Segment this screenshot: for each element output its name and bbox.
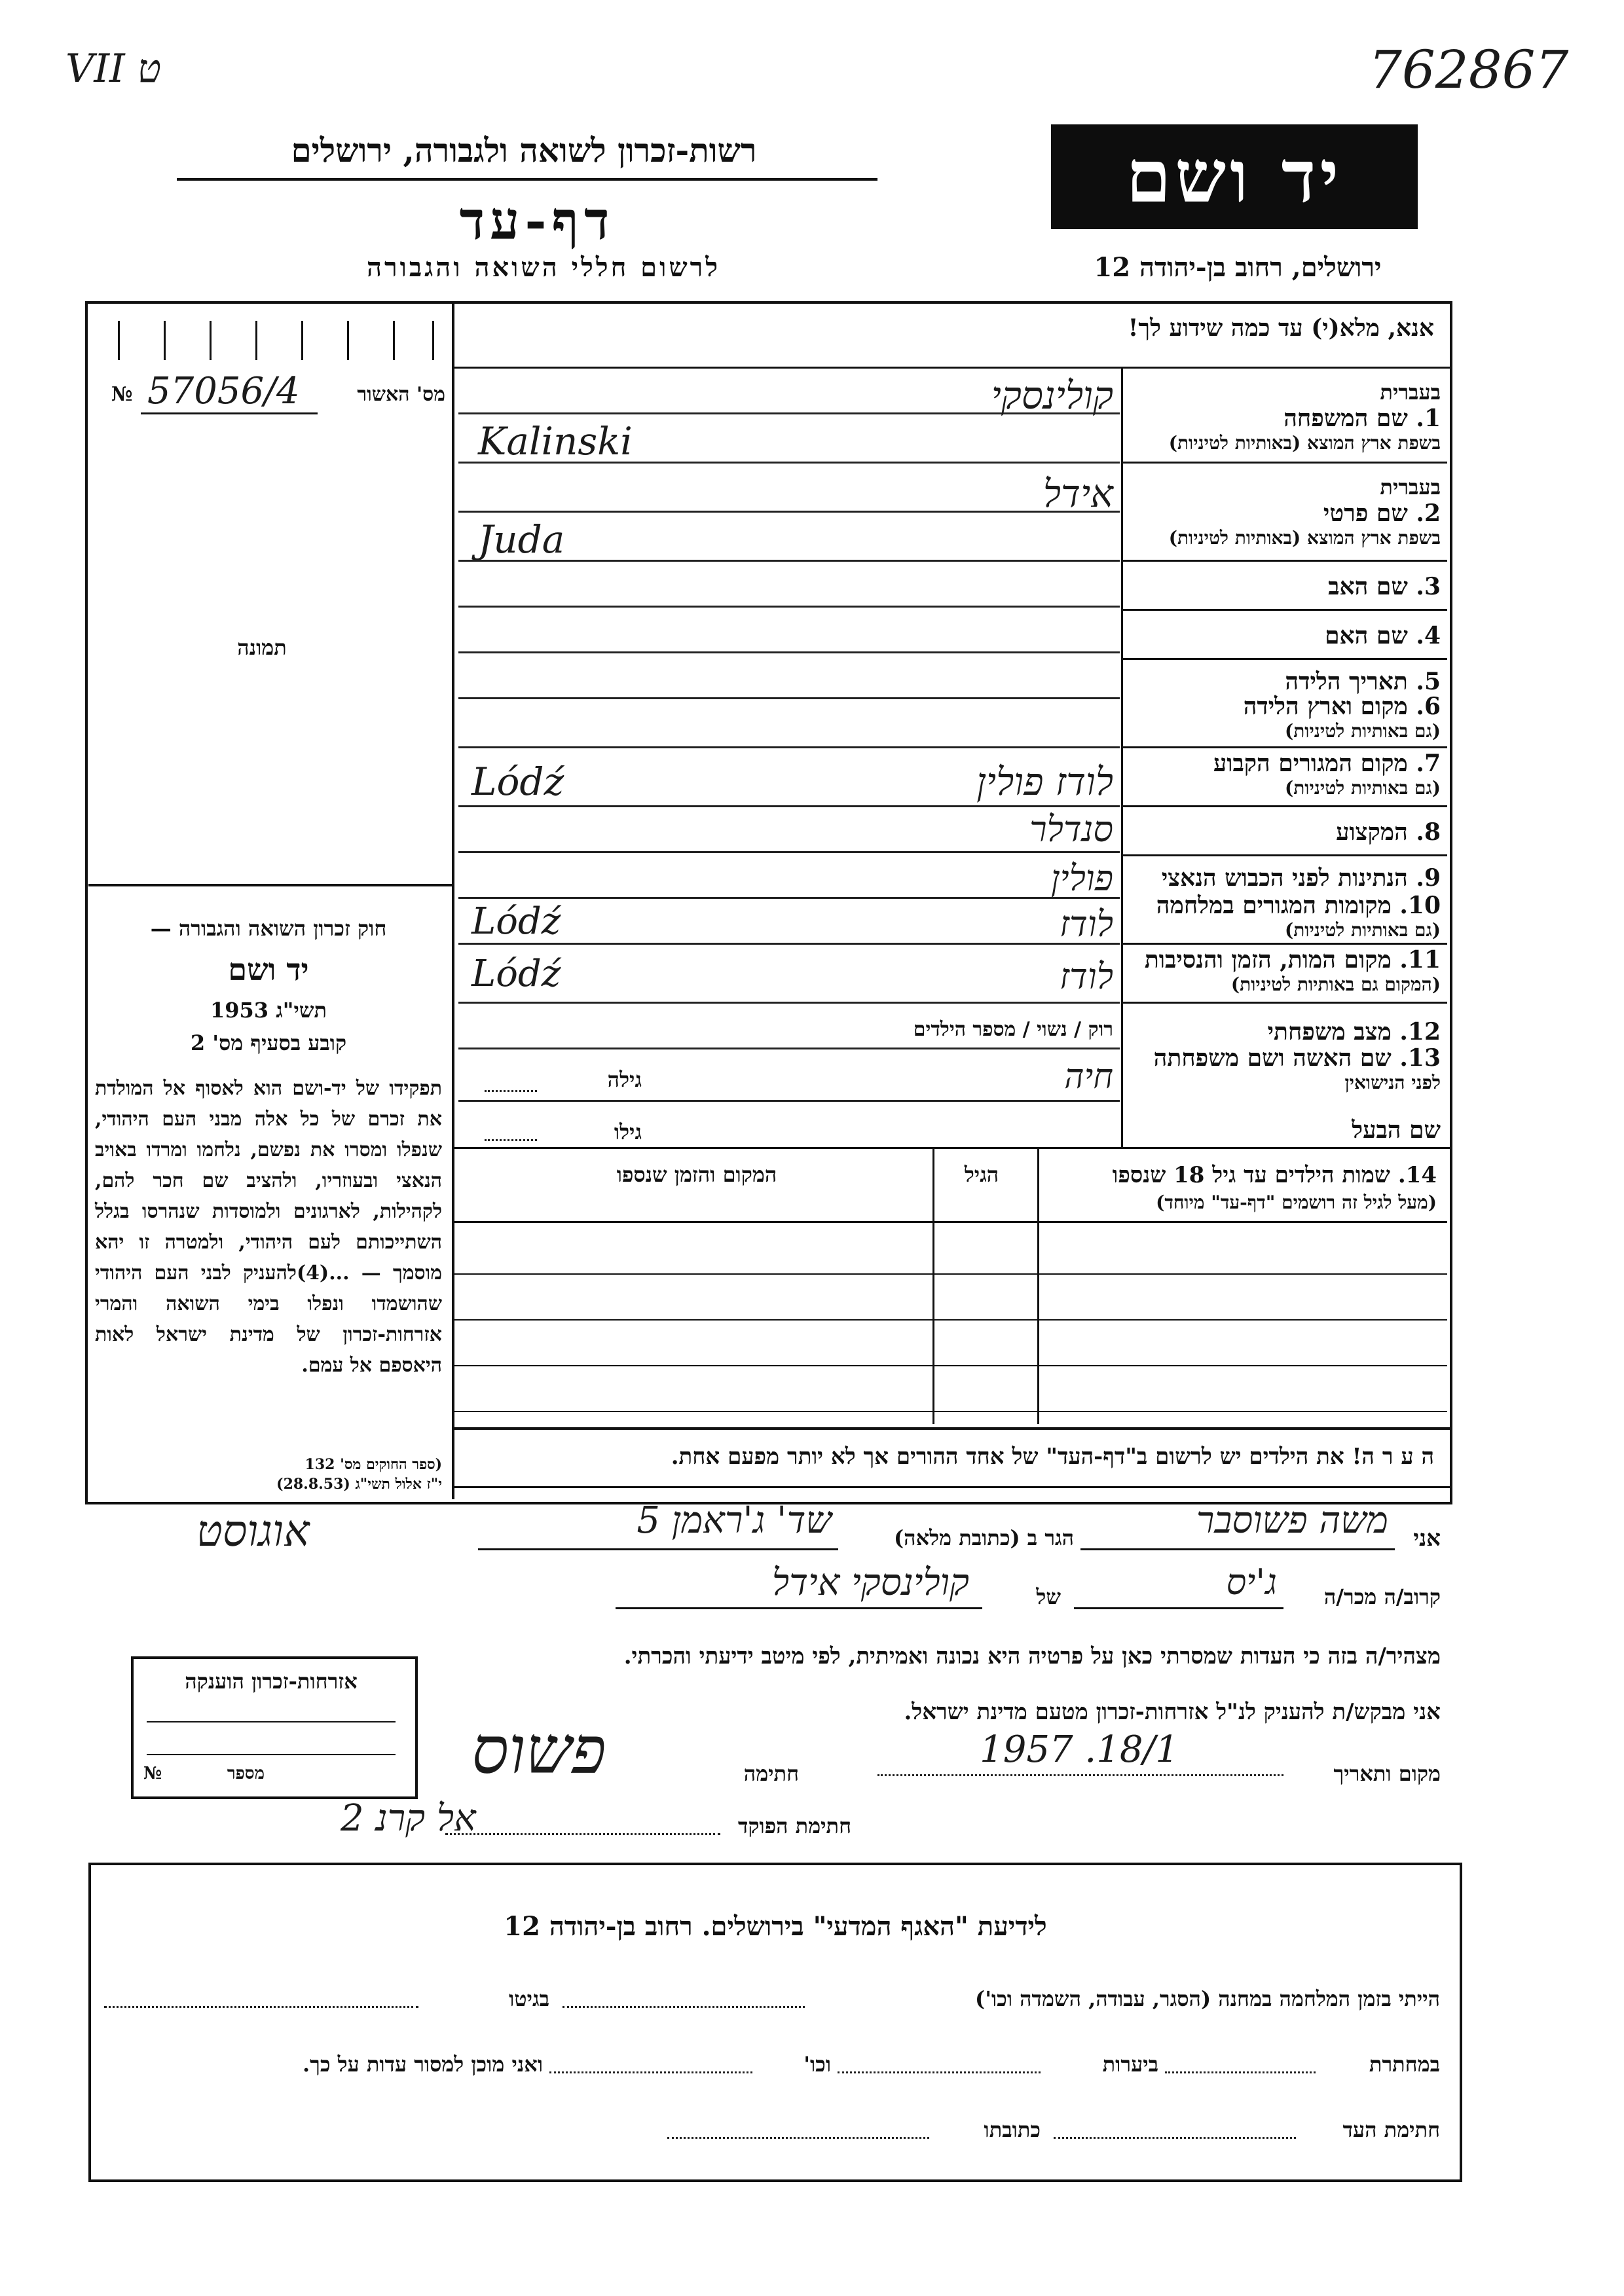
bottom-title: לידיעת "האגף המדעי" בירושלים. רחוב בן-יהודה 12 <box>504 1911 1047 1942</box>
form-title: דף-עד <box>459 190 615 251</box>
citizenship-box <box>131 1656 418 1799</box>
residence-hebrew: לודז פולין <box>976 759 1113 804</box>
signature-label: חתימה <box>743 1761 799 1786</box>
of-label: של <box>1036 1584 1061 1609</box>
bottom-ghetto: בגיטו <box>509 1986 549 2011</box>
org-line: רשות-זכרון לשואה ולגבורה, ירושלים <box>291 131 757 170</box>
marital-status-value: רוק / נשוי / מספר הילדים <box>913 1018 1113 1041</box>
bottom-address: כתובתו <box>984 2117 1041 2142</box>
registry-no-mark: № <box>111 383 133 406</box>
bottom-testimony: ואני מוכן למסור עדות על כך. <box>302 2052 543 2077</box>
bottom-underground: במחתרת <box>1369 2052 1440 2077</box>
signature: פשוס <box>471 1712 606 1789</box>
officer-signature-label: חתימת הפוקד <box>738 1813 851 1838</box>
law-body: תפקידו של יד-ושם הוא לאסוף אל המולדת את זכרם של כל אלה מבני העם היהודי, שנפלו ומסרו את נפשם, נלחמו ומרדו באויב הנאצי ובעוזריו, ולהציב שם חכר להם, לקהילות, לארגונים ולמוסדות שנהרסו בגלל השתייכותם לעם היהודי, ולמטרה זו יהא מוסמך — ...(4)להעניק לבני העם היהודי שהושמדו ונפלו בימי השואה והמרי אזרחות-זכרון של מדינת ישראל לאות היאספם אל עמם. <box>95 1077 442 1377</box>
bottom-etc: וכו' <box>803 2052 831 2077</box>
field-12: 12. מצב משפחתי <box>1267 1018 1441 1046</box>
wartime-residence-latin: Lódź <box>471 900 561 943</box>
bottom-witness-signature: חתימת העד <box>1342 2117 1440 2142</box>
wife-age-label: גילה <box>607 1067 642 1092</box>
law-ref-2: י"ז אלול תשי"ג (28.8.53) <box>276 1476 442 1493</box>
field-5: 5. תאריך הלידה <box>1285 668 1441 695</box>
place-date-value: 18/1. 1957 <box>980 1728 1179 1771</box>
law-ref-1: (ספר החוקים מס' 132 <box>304 1456 442 1473</box>
officer-signature: אל קרנ 2 <box>341 1797 476 1840</box>
nationality-value: פולין <box>1050 858 1113 899</box>
bottom-box <box>88 1863 1462 2182</box>
law-title: חוק זכרון השואה והגבורה — <box>150 916 387 941</box>
form-subtitle: לרשום חללי השואה והגבורה <box>366 252 721 283</box>
field-7: 7. מקום המגורים הקבוע (גם באותיות לטיניות) <box>1213 750 1441 799</box>
registry-number: 57056/4 <box>147 370 300 412</box>
field-13: 13. שם האשה ושם משפחתה לפני הנישואין <box>1153 1044 1441 1093</box>
request-line: אנא, מלא(י) עד כמה שידוע לך! <box>1128 314 1434 342</box>
surname-latin: Kalinski <box>478 419 633 464</box>
photo-label: תמונה <box>237 635 287 660</box>
firstname-latin: Juda <box>478 517 565 562</box>
field-11: 11. מקום המות, הזמן והנסיבות (המקום גם באותיות לטיניות) <box>1144 946 1441 995</box>
request: אני מבקש/ת להעניק לנ"ל אזרחות-זכרון מטעם מדינת ישראל. <box>904 1699 1441 1725</box>
corner-mark-top-left: VII ט <box>65 46 162 92</box>
bottom-forests: ביערות <box>1102 2052 1158 2077</box>
death-place-hebrew: לודז <box>1059 956 1113 997</box>
relation-value: ג'יס <box>1226 1561 1277 1603</box>
victim-name: קולינסקי אידל <box>771 1561 969 1604</box>
registry-ticks <box>118 321 439 367</box>
archive-number: 762867 <box>1369 39 1569 100</box>
law-clause: קובע בסעיף מס' 2 <box>190 1030 347 1055</box>
registry-label: מס' האשור <box>357 383 445 406</box>
firstname-hebrew: אידל <box>1043 471 1113 516</box>
place-date-label: מקום ותאריך <box>1333 1761 1441 1786</box>
husband-age-label: גילו <box>614 1120 642 1144</box>
field-9: 9. הנתינות לפני הכבוש הנאצי <box>1161 864 1441 892</box>
bottom-line-1: הייתי בזמן המלחמה במחנה (הסגר, עבודה, השמדה וכו') <box>975 1986 1440 2011</box>
residence-latin: Lódź <box>471 759 564 804</box>
note-line: ה ע ר ה! את הילדים יש לרשום ב"דף-העד" של אחד ההורים אך לא יותר מפעם אחת. <box>671 1444 1434 1470</box>
law-box <box>88 884 452 1495</box>
wartime-residence-hebrew: לודז <box>1059 903 1113 945</box>
law-year: תשי"ג 1953 <box>210 998 327 1023</box>
field-husband: שם הבעל <box>1352 1116 1441 1144</box>
children-col-place: המקום והזמן שנספו <box>616 1162 777 1187</box>
left-handwriting: אוגוסט <box>196 1506 310 1556</box>
wife-name: חיה <box>1064 1057 1113 1097</box>
field-2: בעברית 2. שם פרטי בשפת ארץ המוצא (באותיות לטיניות) <box>1168 475 1441 549</box>
field-6: 6. מקום וארץ הלידה (גם באותיות לטיניות) <box>1243 693 1441 742</box>
field-1: בעברית 1. שם המשפחה בשפת ארץ המוצא (באותיות לטיניות) <box>1168 380 1441 454</box>
law-name: יד ושם <box>228 952 309 987</box>
citizenship-number-label: מספר <box>227 1764 265 1783</box>
citizenship-title: אזרחות-זכרון הוענקה <box>185 1669 358 1694</box>
field-8: 8. המקצוע <box>1336 818 1441 846</box>
field-10: 10. מקומות המגורים במלחמה (גם באותיות לטיניות) <box>1156 892 1441 941</box>
profession-value: סנדלר <box>1029 809 1113 850</box>
surname-hebrew: קולינסקי <box>991 373 1113 418</box>
declarant-address: שד' ג'ראמן 5 <box>637 1499 832 1542</box>
address: ירושלים, רחוב בן-יהודה 12 <box>1094 252 1382 283</box>
declarant-name: משה פשוסבר <box>1196 1499 1388 1542</box>
children-table: 14. שמות הילדים עד גיל 18 שנספו (מעל לגיל זה רושמים "דף-עד" מיוחד) הגיל המקום והזמן שנספו <box>454 1149 1447 1424</box>
children-col-age: הגיל <box>964 1162 999 1187</box>
statement: מצהיר/ה בזה כי העדות שמסרתי כאן על פרטיה היא נכונה ואמיתית, לפי מיטב ידיעתי והכרתי. <box>623 1643 1441 1669</box>
relation-label: קרוב/ה מכר/ה <box>1323 1584 1441 1609</box>
field-3: 3. שם האב <box>1328 573 1441 600</box>
citizenship-no-mark: № <box>143 1764 162 1783</box>
i-label: אני <box>1413 1525 1441 1552</box>
field-4: 4. שם האם <box>1325 622 1441 649</box>
resides-label: הגר ב (כתובת מלאה) <box>894 1525 1074 1550</box>
yad-vashem-logo: יד ושם <box>1051 124 1418 229</box>
death-place-latin: Lódź <box>471 953 561 995</box>
